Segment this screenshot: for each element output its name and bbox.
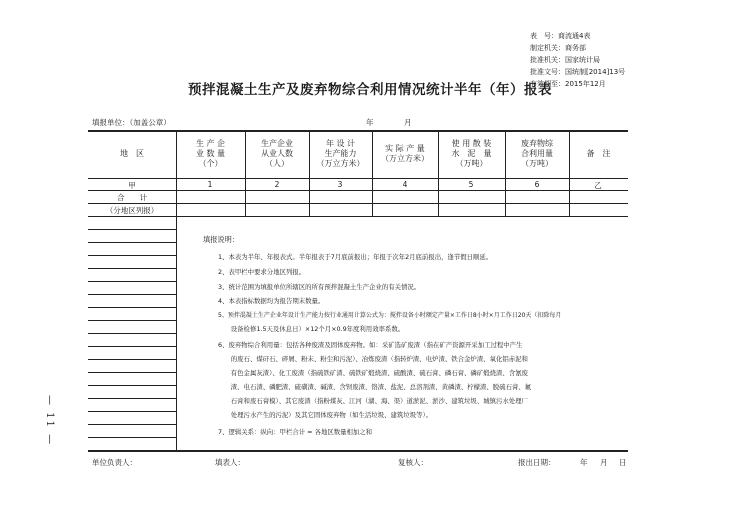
code-jia: 甲 <box>128 181 136 190</box>
code-6: 6 <box>534 180 540 189</box>
month-label: 月 <box>404 118 412 127</box>
year-label: 年 <box>366 118 374 127</box>
header-bulk-cement: 使 用 散 装 水 泥 量 （万吨） <box>451 139 492 168</box>
note-line-6e: 石膏和废石膏模）、其它废渣（指粉煤灰、江河（湖、海、渠）道淤泥、淤沙、建筑垃圾、城镇污水处理厂 <box>218 397 528 405</box>
header-remarks: 备 注 <box>586 149 611 158</box>
code-1: 1 <box>207 180 213 189</box>
note-line-1: 1、本表为半年、年报表式。半年报表于7月底前报出；年报于次年2月底前报出，逢节假日顺延。 <box>218 253 493 261</box>
notes-heading: 填报说明： <box>203 235 239 244</box>
form-number: 表 号：商流通4表 <box>530 32 591 40</box>
note-line-2: 2、表甲栏中要求分地区列报。 <box>218 268 306 276</box>
report-year: 年 <box>580 458 588 467</box>
code-2: 2 <box>274 180 280 189</box>
note-line-3: 3、统计范围为填报单位所辖区的所有预拌混凝土生产企业的有关情况。 <box>218 283 421 291</box>
note-line-6a: 6、废弃物综合利用量：包括各种废渣及固体废弃物。如：采矿选矿废渣（指在矿产资源开采加工过程中产生 <box>218 341 523 349</box>
page-title: 预拌混凝土生产及废弃物综合利用情况统计半年（年）报表 <box>188 82 552 98</box>
note-line-7: 7、逻辑关系：纵向：甲栏合计 = 各地区数量相加之和 <box>218 428 373 436</box>
report-date-label: 报出日期： <box>518 458 556 467</box>
note-line-6f: 处理污水产生的污泥）及其它固体废弃物（如生活垃圾、建筑垃圾等）。 <box>218 411 433 419</box>
note-line-4: 4、本表指标数据均为报告期末数量。 <box>218 297 325 305</box>
note-line-6c: 有色金属灰渣）、化工废渣（指硫铁矿渣、硫铁矿煅烧渣、硫酸渣、硫石膏、磷石膏、磷矿煅烧渣、含氰废 <box>218 369 528 377</box>
header-waste-utilization: 废弃物综 合利用量 （万吨） <box>521 139 553 168</box>
total-label: 合 计 <box>117 193 147 202</box>
page-number: — 11 — <box>44 395 55 447</box>
filler-label: 填表人： <box>215 458 245 467</box>
approval-number: 批准文号：国统制[2014]13号 <box>530 68 626 76</box>
valid-until: 有效期至：2015年12月 <box>530 80 606 88</box>
unit-head-label: 单位负责人： <box>92 458 137 467</box>
note-line-5b: 设备检修1.5天及休息日）×12个月×0.9年度利用效率系数。 <box>218 325 405 333</box>
reporting-unit: 填报单位：（加盖公章） <box>92 118 171 127</box>
report-day: 日 <box>619 458 627 467</box>
header-employees: 生产企业 从业人数 （人） <box>261 139 293 168</box>
approving-authority: 批准机关：国家统计局 <box>530 56 600 64</box>
by-region-label: （分地区列报） <box>105 206 159 215</box>
note-line-6d: 渣、电石渣、磷肥渣、硫磺渣、碱渣、含钡废渣、铬渣、盐泥、总溶剂渣、黄磷渣、柠檬渣、脱硫石膏、氟 <box>218 383 532 391</box>
code-5: 5 <box>468 180 474 189</box>
reviewer-label: 复核人： <box>398 458 428 467</box>
note-line-6b: 的废石、煤矸石、碎屑、粉末、粉尘和污泥）、冶炼废渣（指转炉渣、电炉渣、铁合金炉渣、氧化铝赤泥和 <box>218 355 528 363</box>
code-yi: 乙 <box>594 181 602 190</box>
header-region: 地 区 <box>120 149 144 158</box>
code-4: 4 <box>402 180 408 189</box>
header-design-capacity: 年 设 计 生产能力 （万立方米） <box>316 139 365 168</box>
header-actual-output: 实 际 产 量 （万立方米） <box>381 144 429 163</box>
note-line-5a: 5、预拌混凝土生产企业年设计生产能力按行业通用计算公式为：搅拌设备小时额定产量×工作日8小时×月工作日20天（扣除每月 <box>218 312 562 319</box>
report-month: 月 <box>600 458 608 467</box>
code-3: 3 <box>337 180 343 189</box>
issuing-authority: 制定机关：商务部 <box>530 44 586 52</box>
header-enterprise-count: 生 产 企 业 数 量 （个） <box>195 139 226 168</box>
